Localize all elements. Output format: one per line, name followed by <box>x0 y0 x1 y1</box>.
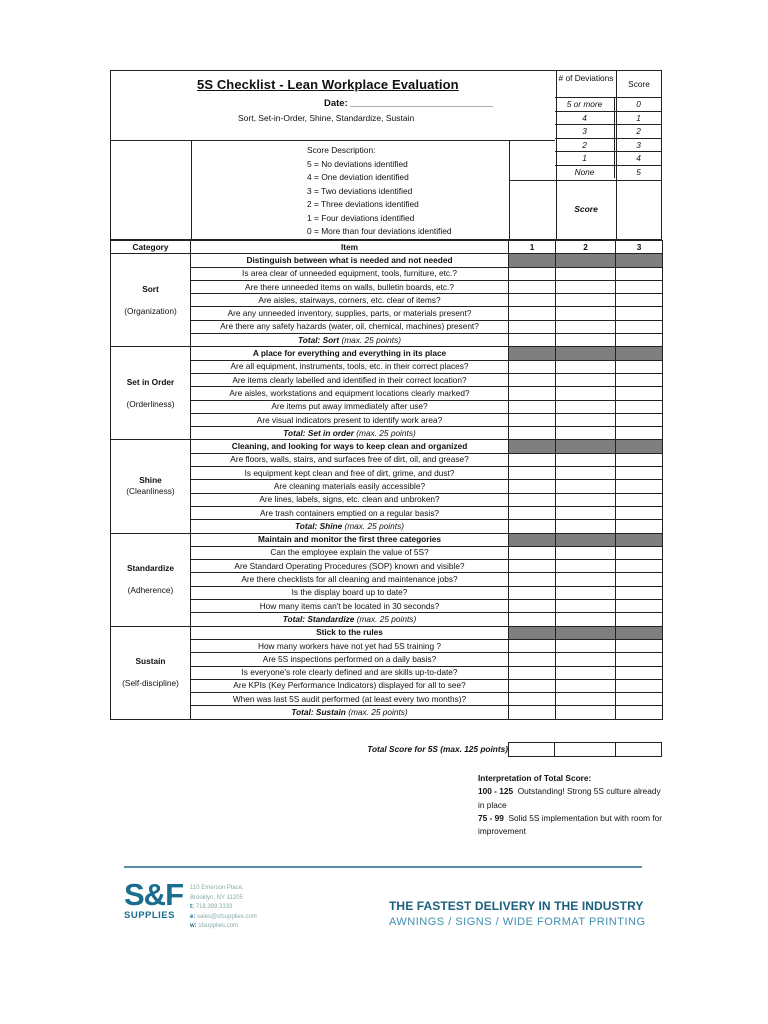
score-cell-2[interactable] <box>556 453 616 466</box>
score-cell-3[interactable] <box>616 307 663 320</box>
score-cell-1[interactable] <box>509 307 556 320</box>
shaded-cell <box>616 440 663 453</box>
table-row <box>111 600 663 613</box>
interpretation: Interpretation of Total Score: 100 - 125 Outstanding! Strong 5S culture already in place 75 - 99 Solid 5S implementation but with room for improvement <box>478 773 663 837</box>
section-heading: Stick to the rules <box>191 626 509 639</box>
checklist-item: Are KPIs (Key Performance Indicators) displayed for all to see? <box>191 679 509 692</box>
table-row <box>111 373 663 386</box>
score-header: Score <box>628 79 650 89</box>
score-cell-2[interactable] <box>556 360 616 373</box>
score-cell-2[interactable] <box>556 307 616 320</box>
score-cell-1[interactable] <box>509 573 556 586</box>
section-total-row <box>111 706 663 719</box>
deviation-score: 2 <box>615 124 662 138</box>
score-cell-2[interactable] <box>556 387 616 400</box>
date-field[interactable]: Date: ___________________________ <box>324 98 494 109</box>
table-row <box>111 280 663 293</box>
score-cell-2[interactable] <box>556 693 616 706</box>
score-cell-1[interactable] <box>509 320 556 333</box>
table-row <box>111 413 663 426</box>
score-label: Score <box>574 204 598 214</box>
table-row <box>111 400 663 413</box>
contact-info: 110 Emerson Place, Brooklyn, NY 11205 t: 718.399.3333 e: sales@sfsupplies.com w: sfsupplies.com <box>190 885 257 930</box>
checklist-table <box>110 240 663 720</box>
section-total-row <box>111 334 663 347</box>
score-cell-3[interactable] <box>616 506 663 519</box>
score-cell-3[interactable] <box>616 453 663 466</box>
score-cell-3[interactable] <box>616 493 663 506</box>
score-cell-3[interactable] <box>616 666 663 679</box>
score-cell-2[interactable] <box>556 294 616 307</box>
shaded-cell <box>556 626 616 639</box>
total-cell-2[interactable] <box>556 334 616 347</box>
table-row <box>111 653 663 666</box>
shaded-cell <box>556 533 616 546</box>
shaded-cell <box>509 440 556 453</box>
table-row <box>111 679 663 692</box>
score-cell-2[interactable] <box>556 506 616 519</box>
shaded-cell <box>616 254 663 267</box>
checklist-item: Are visual indicators present to identify work area? <box>191 413 509 426</box>
deviation-value: None <box>555 165 615 179</box>
score-cell-2[interactable] <box>556 467 616 480</box>
email-link[interactable]: sales@sfsupplies.com <box>197 913 257 920</box>
score-cell-1[interactable] <box>509 546 556 559</box>
score-description: Score Description: 5 = No deviations identified 4 = One deviation identified 3 = Two deviations identified 2 = Three deviations identified 1 = Four deviations identified 0 = More than four deviations identified <box>307 145 452 236</box>
tagline: THE FASTEST DELIVERY IN THE INDUSTRY <box>389 899 644 913</box>
total-cell-1[interactable] <box>509 706 556 719</box>
table-row <box>111 639 663 652</box>
section-total-label: Total: Set in order (max. 25 points) <box>191 427 509 440</box>
table-row <box>111 307 663 320</box>
subtitle: Sort, Set-in-Order, Shine, Standardize, Sustain <box>238 113 415 123</box>
total-cell-2[interactable] <box>556 427 616 440</box>
score-cell-2[interactable] <box>556 600 616 613</box>
shaded-cell <box>556 347 616 360</box>
shaded-cell <box>616 626 663 639</box>
checklist-item: Are Standard Operating Procedures (SOP) known and visible? <box>191 560 509 573</box>
section-total-row <box>111 520 663 533</box>
table-row <box>111 453 663 466</box>
shaded-cell <box>509 626 556 639</box>
score-cell-1[interactable] <box>509 693 556 706</box>
table-row <box>111 693 663 706</box>
total-cell-1[interactable] <box>509 427 556 440</box>
score-cell-2[interactable] <box>556 493 616 506</box>
score-cell-1[interactable] <box>509 280 556 293</box>
deviation-score: 1 <box>615 111 662 125</box>
table-row <box>111 493 663 506</box>
table-row <box>111 560 663 573</box>
total-cell-2[interactable] <box>556 613 616 626</box>
checklist-item: How many items can't be located in 30 seconds? <box>191 600 509 613</box>
total-cell-3[interactable] <box>616 520 663 533</box>
deviation-score: 4 <box>615 151 662 165</box>
checklist-item: Are items clearly labelled and identified in their correct location? <box>191 373 509 386</box>
table-row <box>111 467 663 480</box>
table-row <box>111 267 663 280</box>
score-cell-1[interactable] <box>509 267 556 280</box>
score-cell-1[interactable] <box>509 560 556 573</box>
deviation-score: 3 <box>615 138 662 152</box>
deviation-value: 1 <box>555 151 615 165</box>
score-cell-3[interactable] <box>616 467 663 480</box>
section-total-label: Total: Standardize (max. 25 points) <box>191 613 509 626</box>
total-cell-3[interactable] <box>616 706 663 719</box>
section-total-label: Total: Sustain (max. 25 points) <box>191 706 509 719</box>
checklist-item: Are cleaning materials easily accessible? <box>191 480 509 493</box>
shaded-cell <box>616 533 663 546</box>
score-cell-1[interactable] <box>509 639 556 652</box>
section-total-label: Total: Shine (max. 25 points) <box>191 520 509 533</box>
score-cell-3[interactable] <box>616 600 663 613</box>
checklist-item: Are there any safety hazards (water, oil, chemical, machines) present? <box>191 320 509 333</box>
section-heading-row <box>111 533 663 546</box>
deviation-score: 0 <box>615 97 662 111</box>
score-cell-2[interactable] <box>556 573 616 586</box>
score-cell-3[interactable] <box>616 400 663 413</box>
score-cell-1[interactable] <box>509 387 556 400</box>
score-cell-1[interactable] <box>509 400 556 413</box>
deviation-value: 3 <box>555 124 615 138</box>
section-heading: Maintain and monitor the first three categories <box>191 533 509 546</box>
column-header-3: 3 <box>616 241 663 254</box>
section-heading: Cleaning, and looking for ways to keep clean and organized <box>191 440 509 453</box>
score-cell-3[interactable] <box>616 573 663 586</box>
category-cell: Shine (Cleanliness) <box>111 440 191 533</box>
table-row <box>111 546 663 559</box>
score-cell-2[interactable] <box>556 679 616 692</box>
score-cell-3[interactable] <box>616 280 663 293</box>
section-heading: Distinguish between what is needed and not needed <box>191 254 509 267</box>
score-cell-3[interactable] <box>616 480 663 493</box>
score-cell-3[interactable] <box>616 546 663 559</box>
total-cell-2[interactable] <box>556 520 616 533</box>
company-logo: S&F SUPPLIES <box>124 877 183 921</box>
table-row <box>111 360 663 373</box>
checklist-item: Are all equipment, instruments, tools, etc. in their correct places? <box>191 360 509 373</box>
checklist-item: Are 5S inspections performed on a daily basis? <box>191 653 509 666</box>
column-header-2: 2 <box>556 241 616 254</box>
table-row <box>111 586 663 599</box>
checklist-item: Are items put away immediately after use? <box>191 400 509 413</box>
deviation-score: 5 <box>615 165 662 179</box>
column-header-item: Item <box>191 241 509 254</box>
score-cell-2[interactable] <box>556 280 616 293</box>
table-row <box>111 294 663 307</box>
shaded-cell <box>509 347 556 360</box>
checklist-item: Is equipment kept clean and free of dirt, grime, and dust? <box>191 467 509 480</box>
footer-divider <box>124 866 642 868</box>
shaded-cell <box>509 254 556 267</box>
section-total-row <box>111 427 663 440</box>
table-row <box>111 387 663 400</box>
checklist-item: Are there unneeded items on walls, bulletin boards, etc.? <box>191 280 509 293</box>
score-cell-2[interactable] <box>556 413 616 426</box>
deviation-value: 2 <box>555 138 615 152</box>
score-cell-1[interactable] <box>509 600 556 613</box>
checklist-item: Are lines, labels, signs, etc. clean and unbroken? <box>191 493 509 506</box>
score-cell-2[interactable] <box>556 400 616 413</box>
score-cell-1[interactable] <box>509 666 556 679</box>
score-cell-3[interactable] <box>616 679 663 692</box>
checklist-item: When was last 5S audit performed (at least every two months)? <box>191 693 509 706</box>
section-heading: A place for everything and everything in its place <box>191 347 509 360</box>
category-cell: Set in Order (Orderliness) <box>111 347 191 440</box>
score-cell-1[interactable] <box>509 480 556 493</box>
total-cell-1[interactable] <box>509 334 556 347</box>
score-cell-2[interactable] <box>556 267 616 280</box>
table-row <box>111 480 663 493</box>
column-header-1: 1 <box>509 241 556 254</box>
score-cell-1[interactable] <box>509 586 556 599</box>
score-cell-3[interactable] <box>616 653 663 666</box>
score-cell-2[interactable] <box>556 546 616 559</box>
score-cell-1[interactable] <box>509 679 556 692</box>
website-link[interactable]: sfsupplies.com <box>198 923 239 930</box>
category-cell: Sort (Organization) <box>111 254 191 347</box>
total-cell-2[interactable] <box>556 706 616 719</box>
grand-total-cell-3[interactable] <box>615 742 662 757</box>
score-cell-1[interactable] <box>509 506 556 519</box>
score-cell-2[interactable] <box>556 480 616 493</box>
score-cell-1[interactable] <box>509 653 556 666</box>
score-cell-1[interactable] <box>509 373 556 386</box>
score-cell-2[interactable] <box>556 320 616 333</box>
checklist-item: Are there checklists for all cleaning and maintenance jobs? <box>191 573 509 586</box>
column-header-category: Category <box>111 241 191 254</box>
shaded-cell <box>509 533 556 546</box>
table-row <box>111 666 663 679</box>
table-row <box>111 573 663 586</box>
score-cell-2[interactable] <box>556 586 616 599</box>
total-cell-1[interactable] <box>509 613 556 626</box>
checklist-body <box>111 254 663 719</box>
score-cell-3[interactable] <box>616 693 663 706</box>
deviations-header: # of Deviations <box>558 73 614 83</box>
page-title: 5S Checklist - Lean Workplace Evaluation <box>197 77 459 92</box>
section-total-label: Total: Sort (max. 25 points) <box>191 334 509 347</box>
section-total-row <box>111 613 663 626</box>
category-cell: Standardize (Adherence) <box>111 533 191 626</box>
checklist-item: Can the employee explain the value of 5S? <box>191 546 509 559</box>
checklist-item: Are aisles, workstations and equipment locations clearly marked? <box>191 387 509 400</box>
section-heading-row <box>111 254 663 267</box>
table-row <box>111 506 663 519</box>
shaded-cell <box>616 347 663 360</box>
score-cell-1[interactable] <box>509 453 556 466</box>
table-row <box>111 320 663 333</box>
score-cell-3[interactable] <box>616 560 663 573</box>
score-cell-1[interactable] <box>509 360 556 373</box>
checklist-item: Are trash containers emptied on a regular basis? <box>191 506 509 519</box>
score-cell-3[interactable] <box>616 586 663 599</box>
grand-total-cell-2[interactable] <box>554 742 616 757</box>
checklist-item: Is everyone's role clearly defined and are skills up-to-date? <box>191 666 509 679</box>
score-cell-2[interactable] <box>556 653 616 666</box>
score-cell-2[interactable] <box>556 666 616 679</box>
score-cell-1[interactable] <box>509 294 556 307</box>
score-cell-2[interactable] <box>556 639 616 652</box>
section-heading-row <box>111 626 663 639</box>
score-cell-1[interactable] <box>509 413 556 426</box>
services: AWNINGS / SIGNS / WIDE FORMAT PRINTING <box>389 916 646 928</box>
total-cell-3[interactable] <box>616 334 663 347</box>
score-cell-3[interactable] <box>616 267 663 280</box>
checklist-item: Is the display board up to date? <box>191 586 509 599</box>
total-cell-3[interactable] <box>616 613 663 626</box>
checklist-item: How many workers have not yet had 5S training ? <box>191 639 509 652</box>
checklist-item: Are floors, walls, stairs, and surfaces free of dirt, oil, and grease? <box>191 453 509 466</box>
section-heading-row <box>111 347 663 360</box>
category-cell: Sustain (Self-discipline) <box>111 626 191 719</box>
score-cell-3[interactable] <box>616 387 663 400</box>
grand-total-label: Total Score for 5S (max. 125 points) <box>367 744 508 754</box>
section-heading-row <box>111 440 663 453</box>
shaded-cell <box>556 254 616 267</box>
score-cell-1[interactable] <box>509 467 556 480</box>
checklist-item: Are any unneeded inventory, supplies, parts, or materials present? <box>191 307 509 320</box>
score-cell-3[interactable] <box>616 294 663 307</box>
grand-total-cell-1[interactable] <box>508 742 555 757</box>
score-cell-3[interactable] <box>616 360 663 373</box>
score-cell-2[interactable] <box>556 373 616 386</box>
score-cell-3[interactable] <box>616 413 663 426</box>
checklist-item: Is area clear of unneeded equipment, tools, furniture, etc.? <box>191 267 509 280</box>
checklist-item: Are aisles, stairways, corners, etc. clear of items? <box>191 294 509 307</box>
score-cell-3[interactable] <box>616 320 663 333</box>
total-cell-1[interactable] <box>509 520 556 533</box>
deviation-value: 5 or more <box>555 97 615 111</box>
shaded-cell <box>556 440 616 453</box>
score-cell-3[interactable] <box>616 373 663 386</box>
score-cell-1[interactable] <box>509 493 556 506</box>
deviation-value: 4 <box>555 111 615 125</box>
score-cell-3[interactable] <box>616 639 663 652</box>
score-cell-2[interactable] <box>556 560 616 573</box>
total-cell-3[interactable] <box>616 427 663 440</box>
